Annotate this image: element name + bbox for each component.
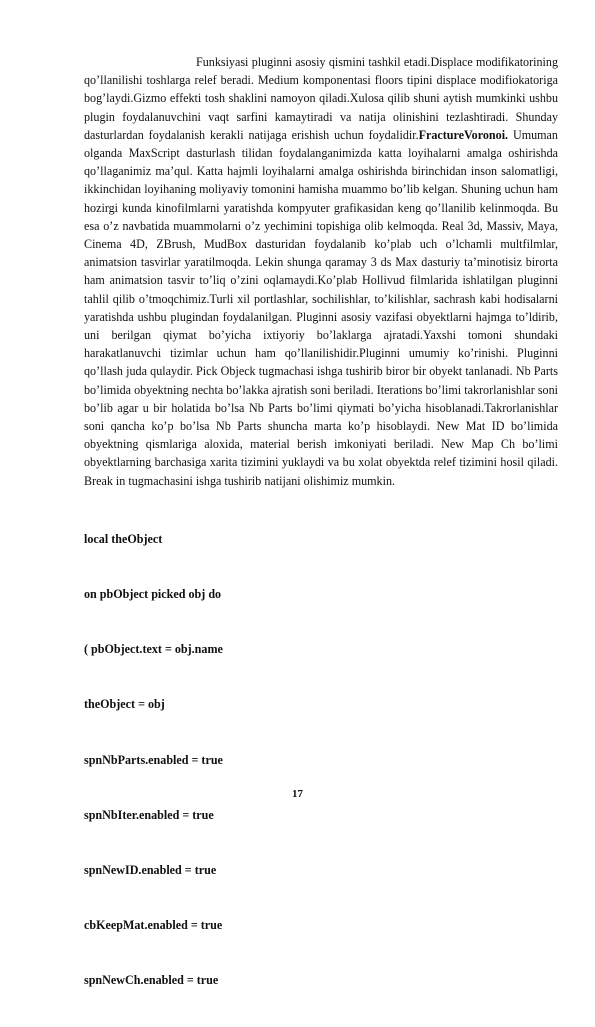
code-line: ( pbObject.text = obj.name	[84, 642, 223, 657]
page-number: 17	[292, 788, 303, 800]
body-paragraph	[84, 53, 558, 490]
bold-term-fracture-voronoi: FractureVoronoi.	[418, 127, 509, 142]
code-line: spnNewID.enabled = true	[84, 863, 217, 877]
code-line: spnNbIter.enabled = true	[84, 807, 214, 822]
code-line: spnNewCh.enabled = true	[84, 973, 219, 988]
code-line: cbKeepMat.enabled = true	[84, 918, 223, 933]
paragraph-text-start: Funksiyasi pluginni asosiy qismini tashkil etadi.Displace modifikatorining qo’llanilishi toshlarga relef beradi. Medium komponentasi floors tipini displace modifiokatoriga bog’laydi.Gizmo effekti tosh shaklini namoyon qiladi.Xulosa qilib shuni aytish mumkinki ushbu plugin foydalanuvchini vaqt sarfini kamaytiradi va natija olinishini tezlashtiradi. Shunday dasturlardan foydalanish kerakli natijaga erishish uchun foydalidir.	[84, 55, 558, 142]
code-line: on pbObject picked obj do	[84, 586, 222, 601]
document-page	[84, 53, 558, 1027]
code-line: theObject = obj	[84, 697, 165, 712]
code-line: spnNbParts.enabled = true	[84, 752, 223, 767]
code-line: local theObject	[84, 531, 163, 546]
code-block	[84, 493, 558, 1027]
paragraph-text-end: Umuman olganda MaxScript dasturlash tilidan foydalanganimizda katta loyihalarni amalga oshirishda qo’llaganimiz ma’qul. Katta hajmli loyihalarni amalga oshirishda birinchidan inson salomatligi, ikkinchidan loyihaning moliyaviy tomonini hamisha muammo bo’lib kelgan. Shuning uchun ham hozirgi kunda kinofilmlarni yaratishda kompyuter grafikasidan keng qo’llanilib kelinmoqda. Bu esa o’z navbatida muammolarni o’z yechimini topishiga olib kelmoqda. Real 3d, Massiv, Maya, Cinema 4D, ZBrush, MudBox dasturidan foydalanib ko’plab uch o’lchamli multfilmlar, animatsion tasvirlar yaratilmoqda. Lekin shunga qaramay 3 ds Max dasturiy ta’minotisiz birorta ham animatsion tasvir to’liq o’zini oqlamaydi.Ko’plab Hollivud filmlarida ishlatilgan pluginni tahlil qilib o’tmoqchimiz.Turli xil portlashlar, sochilishlar, to’kilishlar, sachrash kabi hodisalarni yaratishda ushbu plugindan foydalanilgan. Pluginni asosiy vazifasi obyektlarni hajmga to’ldirib, uni berilgan qiymat bo’yicha ixtiyoriy bo’laklarga ajratadi.Yaxshi tomoni shundaki harakatlanuvchi tizimlar uchun ham qo’llanilishidir.Pluginni umumiy ko’rinishi. Pluginni qo’llash juda qulaydir. Pick Objeck tugmachasi ishga tushirib biror bir obyekt tanlanadi. Nb Parts bo’limida obyektning nechta bo’lakka ajratish soni beriladi. Iterations bo’limi takrorlanishlar soni bo’lib agar u bir holatida bo’lsa Nb Parts bo’limi qiymati bo’yicha hisoblanadi.Takrorlanishlar soni qancha ko’p bo’lsa Nb Parts shuncha marta ko’p hisoblaydi. New Mat ID bo’limida obyektning qismlariga aloxida, material berish imkoniyati beriladi. New Map Ch bo’limi obyektlarning barchasiga xarita tizimini yuklaydi va bu xolat obyektda relef tizimini hosil qiladi. Break in tugmachasini ishga tushirib natijani olishimiz mumkin.	[84, 127, 558, 488]
